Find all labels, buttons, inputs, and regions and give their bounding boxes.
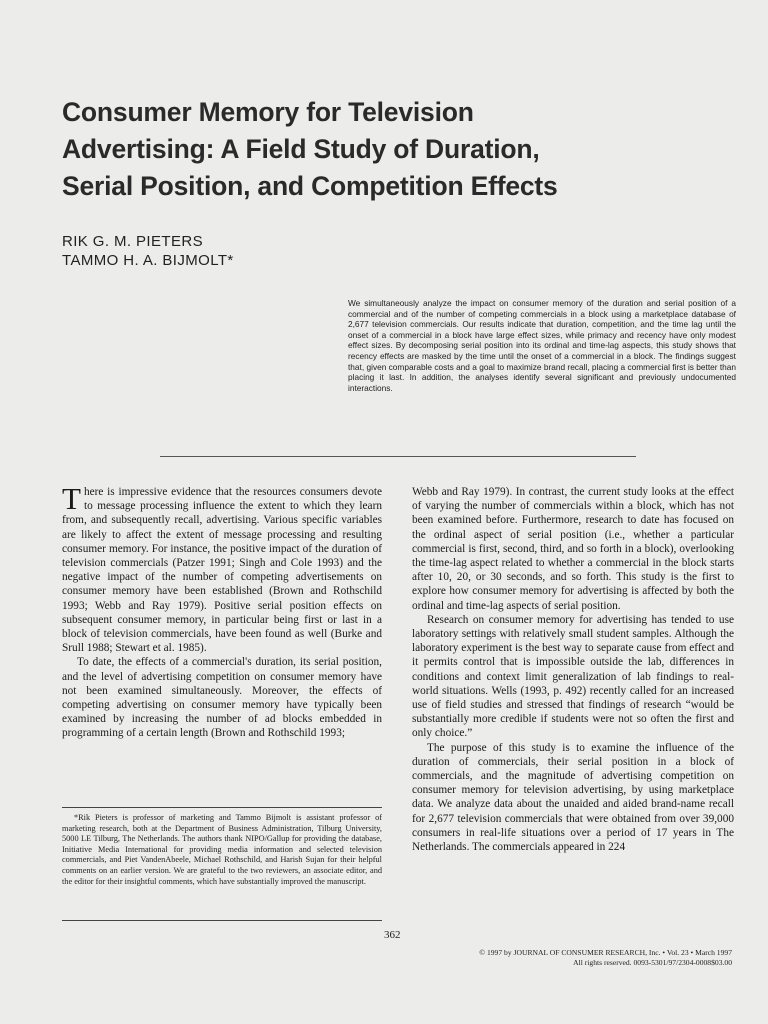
title-line-3: Serial Position, and Competition Effects <box>62 171 558 201</box>
drop-cap: T <box>62 481 81 516</box>
footnote-divider <box>62 807 382 808</box>
paragraph-text: here is impressive evidence that the resources consumers devote to message processing influence the extent to which they learn from, and subsequently recall, advertising. Various specific variables are likely to affect the extent of message processing and resulting consumer memory. For instance, the positive impact of the duration of television commercials (Patzer 1991; Singh and Cole 1993) and the negative impact of the number of competing advertisements on consumer memory have been established (Brown and Rothschild 1993; Webb and Ray 1979). Positive serial position effects on subsequent consumer memory, in particular being first or last in a block of television commercials, have been found as well (Burke and Srull 1988; Stewart et al. 1985). <box>62 486 382 655</box>
page-number: 362 <box>384 929 401 941</box>
title-line-1: Consumer Memory for Television <box>62 97 474 127</box>
author-2: TAMMO H. A. BIJMOLT* <box>62 252 234 269</box>
body-column-left <box>62 481 382 741</box>
footnote-end-divider <box>62 920 382 921</box>
article-title <box>62 94 722 205</box>
copyright-line-1: © 1997 by JOURNAL OF CONSUMER RESEARCH, Inc. • Vol. 23 • March 1997 <box>479 948 732 957</box>
section-divider <box>160 456 636 457</box>
paragraph: Research on consumer memory for advertising has tended to use laboratory settings with relatively small student samples. Although the laboratory experiment is the best way to separate cause from effect and it permits control that is impossible outside the lab, differences in conditions and context limit generalization of lab findings to real-world situations. Wells (1993, p. 492) recently called for an increased use of field studies and stressed that findings of research “would be substantially more credible if students were not so often the first and only choice.” <box>412 613 734 740</box>
author-footnote: *Rik Pieters is professor of marketing and Tammo Bijmolt is assistant professor of marketing research, both at the Department of Business Administration, Tilburg University, 5000 LE Tilburg, The Netherlands. The authors thank NIPO/Gallup for providing the database, Initiative Media International for providing media information and selected television commercials, and Piet VandenAbeele, Michael Rothschild, and Harish Sujan for their helpful comments on an earlier version. We are grateful to the two reviewers, an associate editor, and the editor for their insightful comments, which have substantially improved the manuscript. <box>62 813 382 886</box>
author-1: RIK G. M. PIETERS <box>62 233 203 250</box>
copyright-notice <box>479 948 732 968</box>
paragraph: Webb and Ray 1979). In contrast, the current study looks at the effect of varying the number of commercials within a block, which has not been examined before. Furthermore, research to date has focused on the ordinal aspect of serial position (i.e., whether a particular commercial is first, second, third, and so forth in a block), overlooking the time-lag aspect related to whether a commercial in the block starts after 10, 20, or 30 seconds, and so forth. This study is the first to explore how consumer memory for advertising is affected by both the ordinal and time-lag aspects of serial position. <box>412 486 734 612</box>
paragraph: The purpose of this study is to examine the influence of the duration of commercials, their serial position in a block of commercials, and the magnitude of advertising competition on consumer memory for television advertising, by using marketplace data. We analyze data about the unaided and aided brand-name recall for 2,677 television commercials that were obtained from over 39,000 consumers in real-life situations over a period of 17 years in The Netherlands. The commercials appeared in 224 <box>412 741 734 854</box>
body-column-right <box>412 485 734 854</box>
paragraph <box>62 481 382 655</box>
copyright-line-2: All rights reserved. 0093-5301/97/2304-0008$03.00 <box>573 958 732 967</box>
abstract: We simultaneously analyze the impact on consumer memory of the duration and serial position of a commercial and of the number of competing commercials in a block using a marketplace database of 2,677 television commercials. Our results indicate that duration, competition, and the time lag until the onset of a commercial in a block have large effect sizes, while primacy and recency have only modest effect sizes. By decomposing serial position into its ordinal and time-lag aspects, this study shows that recency effects are masked by the time until the onset of a commercial in a block. The findings suggest that, given comparable costs and a goal to maximize brand recall, placing a commercial first is better than placing it last. In addition, the analyses identify several significant and previously undocumented interactions. <box>348 298 736 393</box>
author-list <box>62 232 234 270</box>
paragraph: To date, the effects of a commercial's duration, its serial position, and the level of advertising competition on consumer memory have not been examined simultaneously. Moreover, the effects of competing advertising on consumer memory have typically been examined by increasing the number of ad blocks embedded in programming of a certain length (Brown and Rothschild 1993; <box>62 656 382 740</box>
title-line-2: Advertising: A Field Study of Duration, <box>62 134 540 164</box>
